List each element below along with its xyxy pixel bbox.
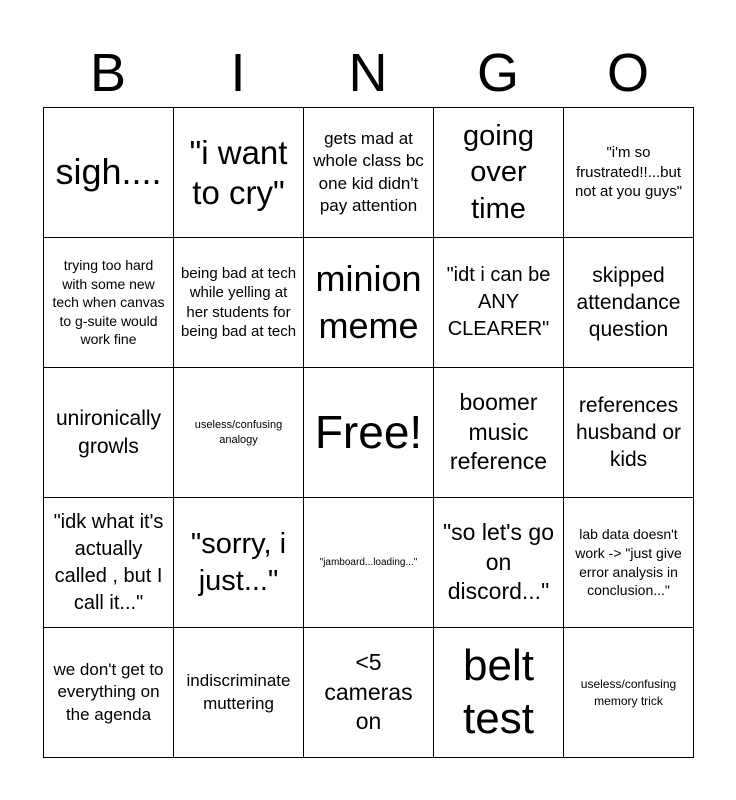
cell-text: "i'm so frustrated!!...but not at you guys" (574, 143, 683, 201)
cell-text: useless/confusing analogy (194, 418, 283, 446)
free-space-text: Free! (314, 405, 423, 458)
cell-text: "idt i can be ANY CLEARER" (446, 264, 551, 340)
bingo-cell[interactable] (564, 368, 694, 498)
cell-text: skipped attendance question (576, 263, 681, 342)
cell-text: useless/confusing memory trick (580, 677, 677, 708)
header-letter-g: G (476, 43, 519, 103)
bingo-cell[interactable] (44, 238, 174, 368)
cell-text: indiscriminate muttering (186, 671, 291, 713)
cell-text: boomer music reference (449, 388, 548, 475)
bingo-cell[interactable] (304, 108, 434, 238)
bingo-cell[interactable] (174, 368, 304, 498)
bingo-cell[interactable] (174, 108, 304, 238)
bingo-cell[interactable] (434, 628, 564, 758)
bingo-cell[interactable] (44, 628, 174, 758)
bingo-cell[interactable] (434, 108, 564, 238)
cell-text: gets mad at whole class bc one kid didn't pay attention (313, 129, 424, 215)
bingo-cell[interactable] (174, 498, 304, 628)
bingo-cell[interactable] (44, 498, 174, 628)
cell-text: "idk what it's actually called , but I call it..." (53, 510, 164, 614)
header-letter-i: I (230, 43, 246, 103)
bingo-header (43, 42, 693, 104)
bingo-cell[interactable] (564, 498, 694, 628)
cell-text: "so let's go on discord..." (442, 518, 554, 605)
cell-text: trying too hard with some new tech when canvas to g-suite would work fine (52, 256, 165, 348)
cell-text: lab data doesn't work -> "just give error analysis in conclusion..." (575, 526, 682, 599)
bingo-cell[interactable] (564, 238, 694, 368)
cell-text: unironically growls (55, 407, 162, 458)
cell-text: "jamboard...loading..." (319, 556, 418, 568)
bingo-cell[interactable] (304, 238, 434, 368)
bingo-cell[interactable] (304, 628, 434, 758)
cell-text: belt test (463, 640, 534, 743)
bingo-cell[interactable] (564, 628, 694, 758)
bingo-cell[interactable] (434, 498, 564, 628)
cell-text: references husband or kids (575, 393, 682, 472)
header-letter-b: B (89, 43, 127, 103)
bingo-board (43, 107, 694, 758)
cell-text: "sorry, i just..." (190, 528, 287, 597)
bingo-cell[interactable] (434, 238, 564, 368)
cell-text: minion meme (315, 257, 422, 346)
bingo-cell[interactable] (44, 108, 174, 238)
bingo-cell[interactable] (434, 368, 564, 498)
cell-text: <5 cameras on (324, 648, 413, 735)
bingo-cell[interactable] (174, 628, 304, 758)
cell-text: sigh.... (55, 151, 162, 193)
cell-text: going over time (463, 120, 534, 225)
free-space-cell[interactable] (304, 368, 434, 498)
header-letter-o: O (606, 43, 649, 103)
cell-text: being bad at tech while yelling at her students for being bad at tech (180, 265, 297, 340)
bingo-cell[interactable] (174, 238, 304, 368)
bingo-cell[interactable] (564, 108, 694, 238)
header-letter-n: N (348, 43, 388, 103)
bingo-cell[interactable] (44, 368, 174, 498)
cell-text: we don't get to everything on the agenda (53, 660, 164, 724)
bingo-cell[interactable] (304, 498, 434, 628)
cell-text: "i want to cry" (189, 133, 288, 211)
